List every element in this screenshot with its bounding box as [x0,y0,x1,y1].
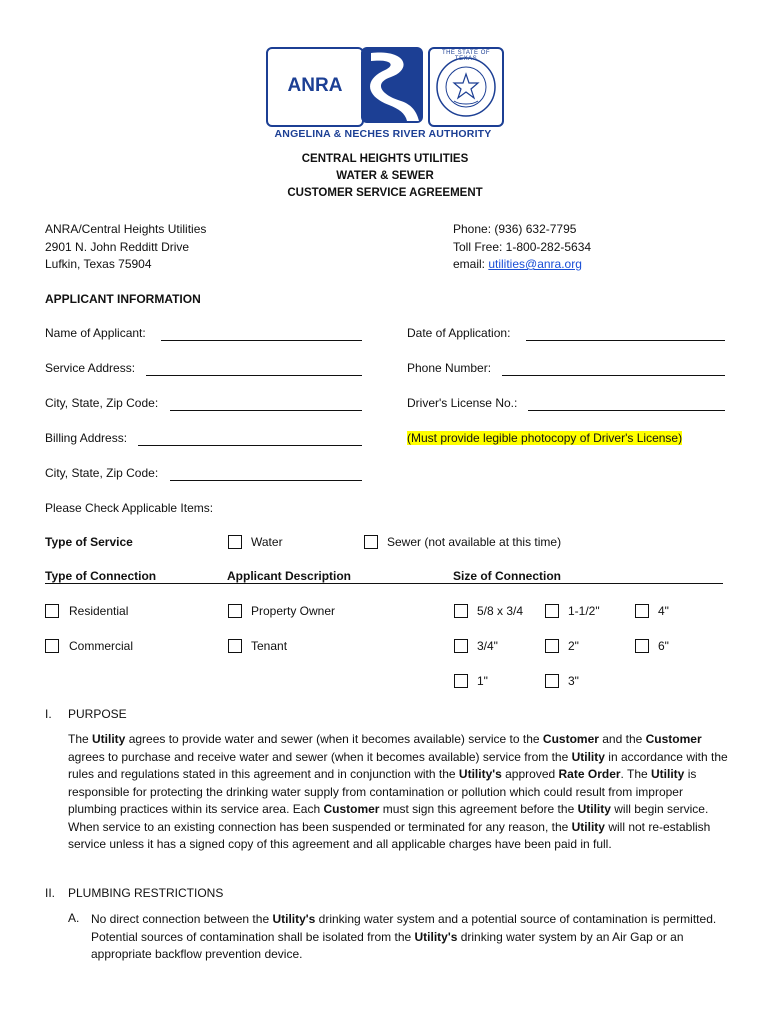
commercial-checkbox[interactable] [45,639,59,653]
applicant-heading: APPLICANT INFORMATION [45,292,201,306]
title-line-3: CUSTOMER SERVICE AGREEMENT [287,187,483,199]
title-line-1: CENTRAL HEIGHTS UTILITIES [301,153,469,165]
size-4-checkbox[interactable] [635,604,649,618]
type-of-connection-label: Type of Connection [45,569,157,583]
size-6-checkbox[interactable] [635,639,649,653]
type-of-service-label: Type of Service [45,535,133,549]
size-3-checkbox[interactable] [545,674,559,688]
city-field-2[interactable] [170,480,362,481]
size-1-label: 1" [477,674,488,688]
size-4-label: 4" [658,604,669,618]
owner-label: Property Owner [251,604,336,618]
plumbing-heading: PLUMBING RESTRICTIONS [68,886,224,900]
title-line-2: WATER & SEWER [336,170,434,182]
size-2-label: 2" [568,639,579,653]
billing-field[interactable] [138,445,362,446]
phone-label: Phone Number: [407,361,492,375]
city-label-1: City, State, Zip Code: [45,396,159,410]
email-label: email: [453,257,489,271]
address-line-2: 2901 N. John Redditt Drive [45,239,190,254]
anra-logo-box [266,47,364,127]
contact-block [453,221,591,274]
anra-logo-text: ANRA [287,75,343,96]
service-address-label: Service Address: [45,361,136,375]
billing-label: Billing Address: [45,431,128,445]
email-link[interactable]: utilities@anra.org [488,257,582,271]
phone-field[interactable] [502,375,725,376]
service-address-field[interactable] [146,375,362,376]
license-note: (Must provide legible photocopy of Driver's License) [407,431,683,445]
size-34-checkbox[interactable] [454,639,468,653]
sewer-checkbox[interactable] [364,535,378,549]
applicant-description-label: Applicant Description [227,569,352,583]
plumbing-a-label: A. [68,911,80,925]
size-2-checkbox[interactable] [545,639,559,653]
sewer-label: Sewer (not available at this time) [387,535,562,549]
water-label: Water [251,535,283,549]
contact-email-row [453,256,591,274]
address-line-3: Lufkin, Texas 75904 [45,257,152,271]
plumbing-a-paragraph: No direct connection between the Utility's drinking water system and a potential source of contamination is permitted. Potential sources of contamination shall be isolated from the Utility's drinking water system by an Air Gap or an appropriate backflow prevention device. [91,912,717,961]
city-label-2: City, State, Zip Code: [45,466,159,480]
size-58-checkbox[interactable] [454,604,468,618]
tenant-label: Tenant [251,639,288,653]
address-block [45,221,206,274]
purpose-paragraph: The Utility agrees to provide water and sewer (when it becomes available) service to the Customer and the Customer agrees to purchase and receive water and sewer (when it becomes available) service from the Utility in accordance with the rules and regulations stated in this agreement and in conjunction with the Utility's approved Rate Order. The Utility is responsible for protecting the drinking water supply from contamination or pollution which could result from improper plumbing practices within its service area. Each Customer must sign this agreement before the Utility will begin service. When service to an existing connection has been suspended or terminated for any reason, the Utility will not re-establish service unless it has a signed copy of this agreement and all applicable charges have been paid in full. [68,732,728,851]
purpose-number: I. [45,707,52,721]
connection-header-rule [45,583,723,584]
size-3-label: 3" [568,674,579,688]
size-34-label: 3/4" [477,639,498,653]
date-field[interactable] [526,340,725,341]
size-112-label: 1-1/2" [568,604,600,618]
river-logo [361,47,423,123]
residential-checkbox[interactable] [45,604,59,618]
contact-tollfree: Toll Free: 1-800-282-5634 [453,239,592,254]
seal-text: THE STATE OF TEXAS [441,50,491,62]
license-field[interactable] [528,410,725,411]
check-prompt: Please Check Applicable Items: [45,501,214,515]
tenant-checkbox[interactable] [228,639,242,653]
city-field-1[interactable] [170,410,362,411]
name-field[interactable] [161,340,362,341]
size-58-label: 5/8 x 3/4 [477,604,524,618]
address-line-1: ANRA/Central Heights Utilities [45,222,207,236]
commercial-label: Commercial [69,639,134,653]
size-6-label: 6" [658,639,669,653]
residential-label: Residential [69,604,129,618]
water-checkbox[interactable] [228,535,242,549]
purpose-heading: PURPOSE [68,707,127,721]
date-label: Date of Application: [407,326,511,340]
size-112-checkbox[interactable] [545,604,559,618]
name-label: Name of Applicant: [45,326,146,340]
contact-phone: Phone: (936) 632-7795 [453,222,577,236]
authority-name: ANGELINA & NECHES RIVER AUTHORITY [274,128,492,140]
size-1-checkbox[interactable] [454,674,468,688]
plumbing-number: II. [45,886,56,900]
size-of-connection-label: Size of Connection [453,569,561,583]
owner-checkbox[interactable] [228,604,242,618]
license-label: Driver's License No.: [407,396,518,410]
texas-seal-box [428,47,504,127]
